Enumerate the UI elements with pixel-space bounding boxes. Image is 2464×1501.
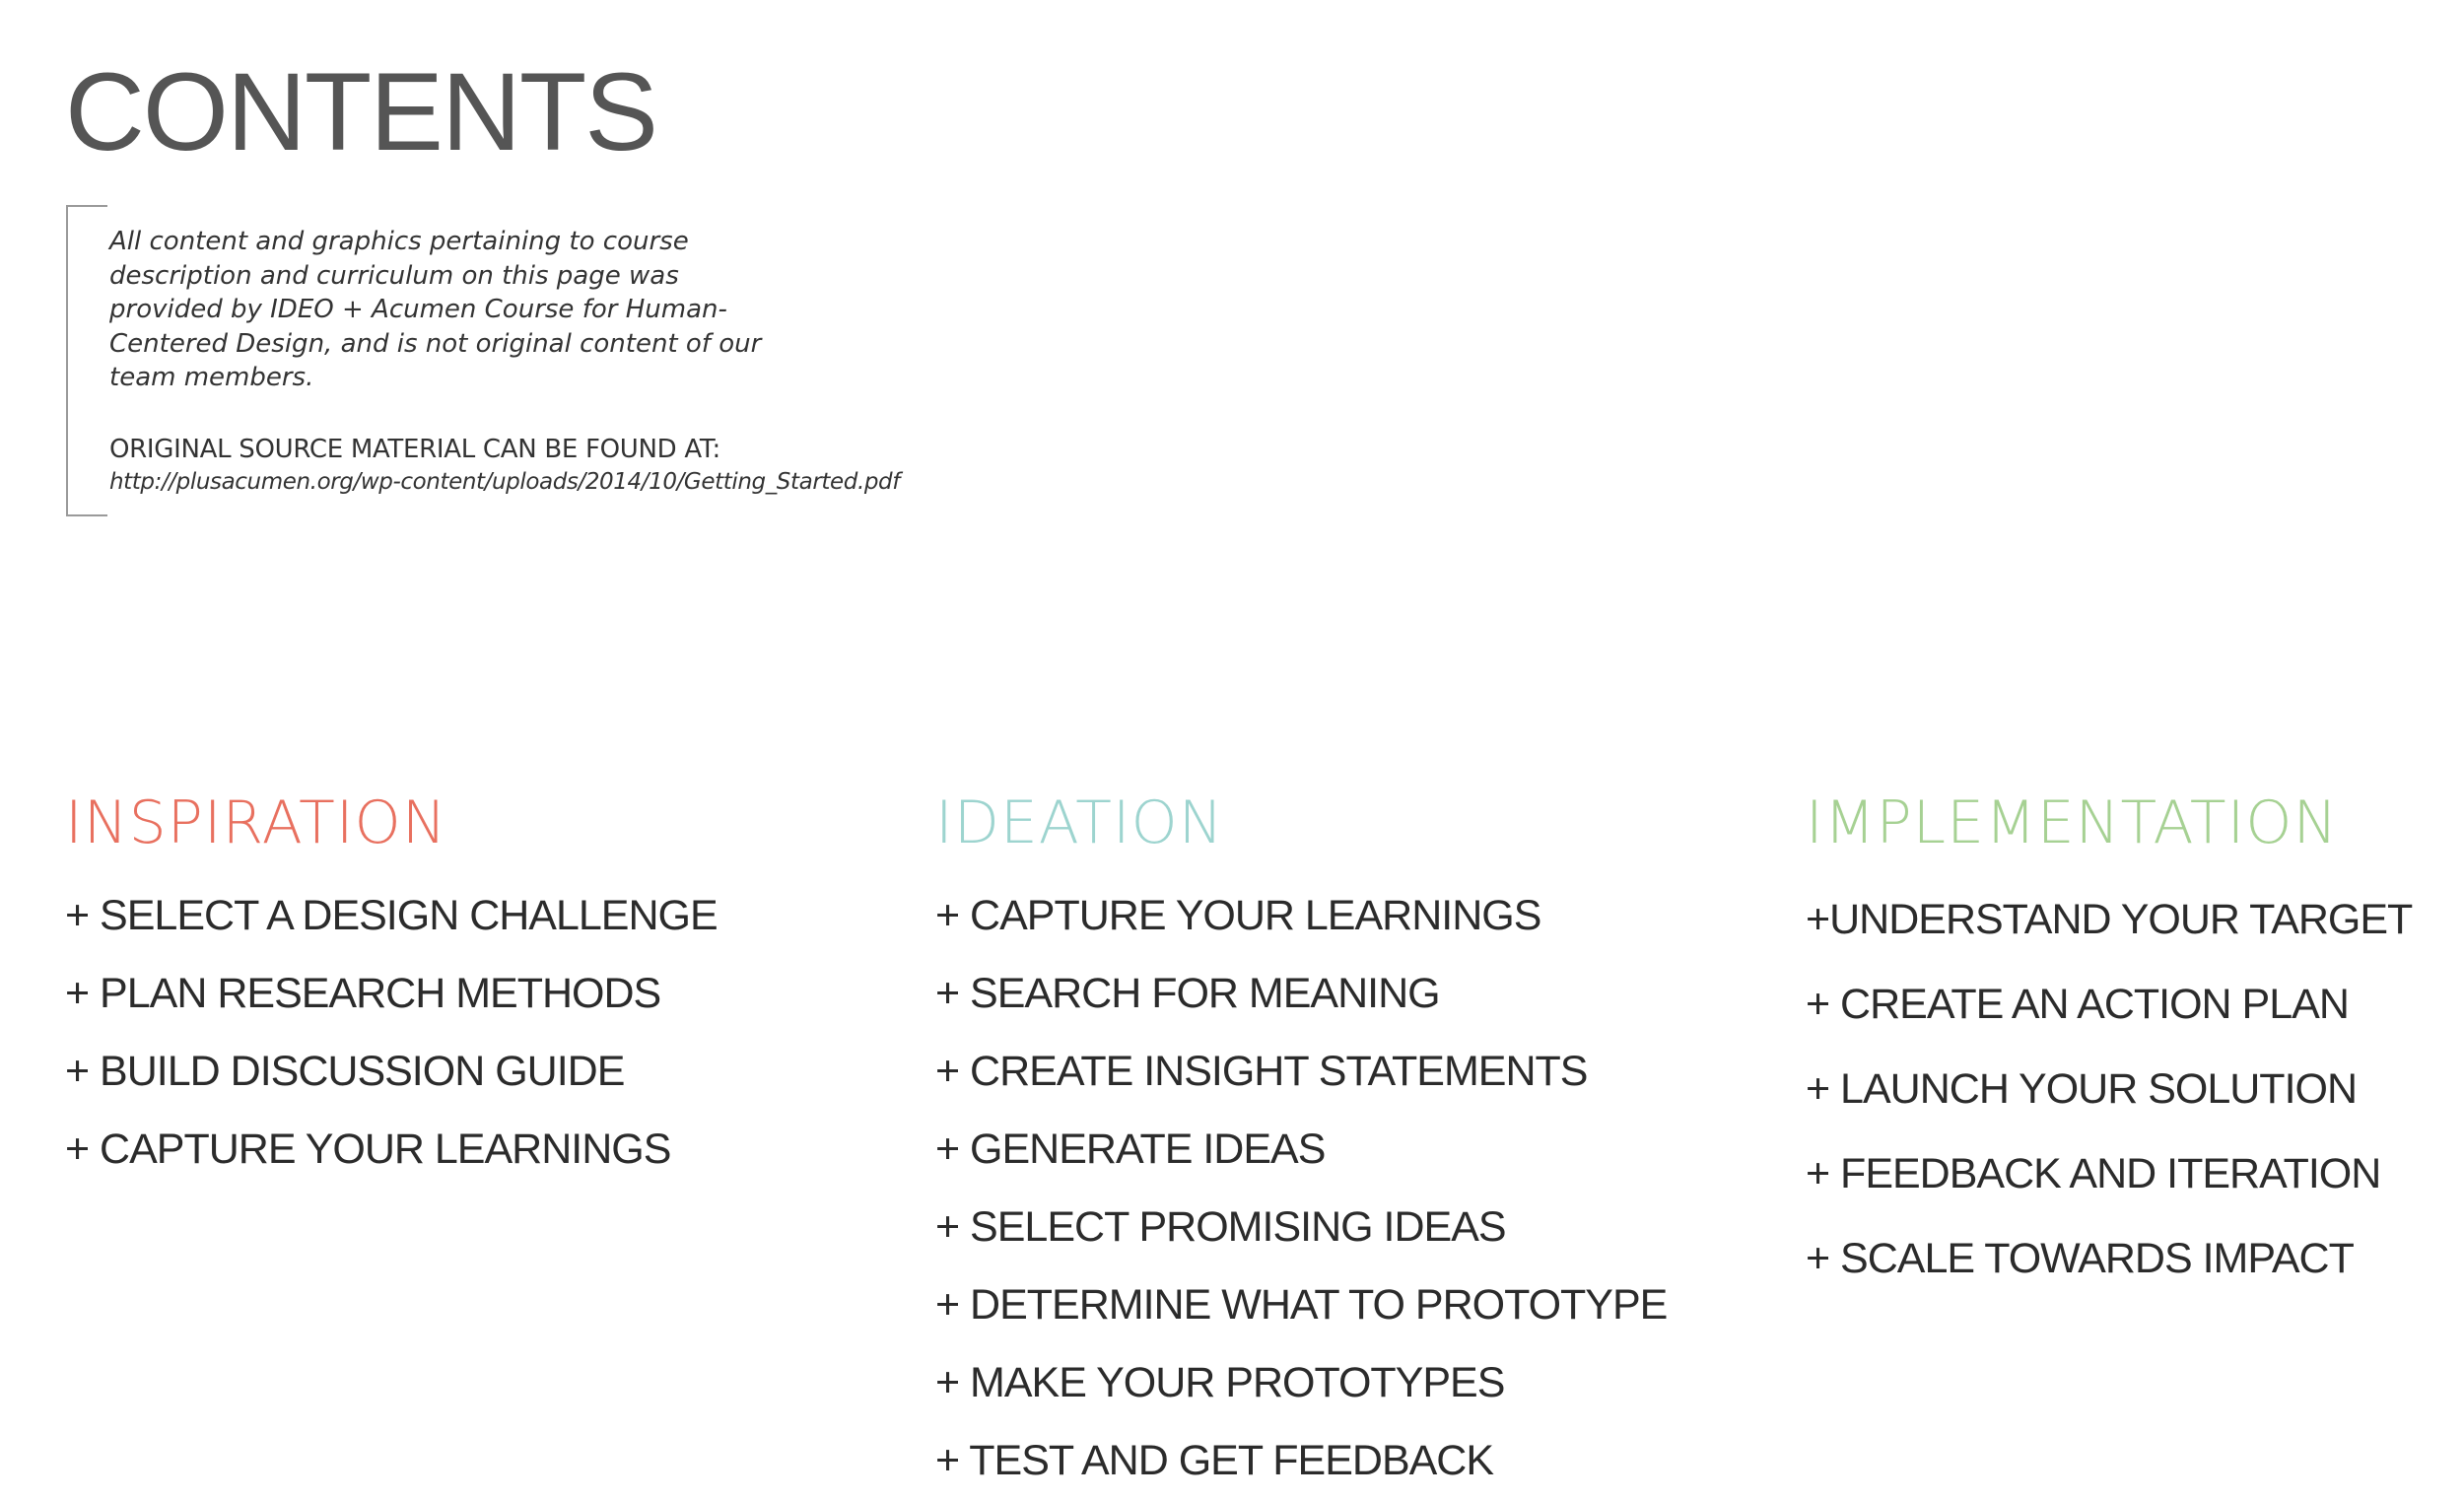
- list-item: + CAPTURE YOUR LEARNINGS: [65, 1126, 671, 1173]
- list-item: + FEEDBACK AND ITERATION: [1806, 1150, 2381, 1197]
- list-item: + PLAN RESEARCH METHODS: [65, 970, 661, 1017]
- list-item: + TEST AND GET FEEDBACK: [935, 1437, 1494, 1484]
- step-list-implementation: [1806, 877, 2412, 1301]
- section-implementation: [1806, 784, 2413, 1282]
- step-list-inspiration: [65, 877, 718, 1189]
- list-item: + GENERATE IDEAS: [935, 1126, 1326, 1173]
- list-item: + SEARCH FOR MEANING: [935, 970, 1440, 1017]
- disclaimer-text: All content and graphics pertaining to course description and curriculum on this page was provided by IDEO + Acumen Course for Human-Centered Design, and is not original content of our team members.: [109, 227, 762, 392]
- page-title: CONTENTS: [65, 50, 656, 173]
- list-item: + SELECT PROMISING IDEAS: [935, 1203, 1506, 1251]
- list-item: + DETERMINE WHAT TO PROTOTYPE: [935, 1281, 1668, 1329]
- list-item: + CAPTURE YOUR LEARNINGS: [935, 892, 1541, 939]
- list-item: + CREATE INSIGHT STATEMENTS: [935, 1048, 1588, 1095]
- list-item: + LAUNCH YOUR SOLUTION: [1806, 1065, 2358, 1113]
- list-item: + BUILD DISCUSSION GUIDE: [65, 1048, 625, 1095]
- source-label: ORIGINAL SOURCE MATERIAL CAN BE FOUND AT:: [109, 435, 721, 464]
- source-note: [66, 205, 1014, 516]
- section-ideation: [935, 784, 1668, 1484]
- step-list-ideation: [935, 877, 1667, 1500]
- list-item: + MAKE YOUR PROTOTYPES: [935, 1359, 1505, 1406]
- source-url: http://plusacumen.org/wp-content/uploads/2014/10/Getting_Started.pdf: [109, 469, 900, 495]
- section-heading-implementation: IMPLEMENTATION: [1806, 788, 2339, 857]
- list-item: + CREATE AN ACTION PLAN: [1806, 981, 2349, 1028]
- list-item: +UNDERSTAND YOUR TARGET: [1806, 896, 2413, 943]
- list-item: + SCALE TOWARDS IMPACT: [1806, 1235, 2354, 1282]
- section-heading-ideation: IDEATION: [935, 788, 1224, 857]
- list-item: + SELECT A DESIGN CHALLENGE: [65, 892, 718, 939]
- section-inspiration: [65, 784, 718, 1173]
- section-heading-inspiration: INSPIRATION: [65, 788, 447, 857]
